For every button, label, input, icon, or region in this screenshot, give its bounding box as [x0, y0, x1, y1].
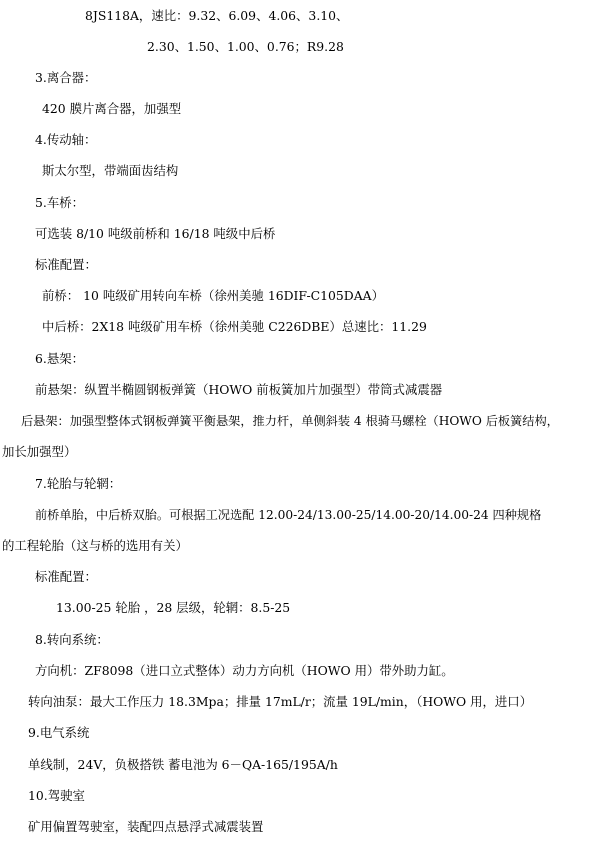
section-heading-clutch: 3.离合器： [35, 70, 97, 85]
tire-options-line-2: 的工程轮胎（这与桥的选用有关） [2, 538, 188, 553]
front-suspension-spec: 前悬架：纵置半椭圆钢板弹簧（HOWO 前板簧加片加强型）带筒式减震器 [35, 382, 443, 397]
gearbox-ratio-line-1: 8JS118A，速比：9.32、6.09、4.06、3.10、 [85, 8, 349, 23]
clutch-description: 420 膜片离合器，加强型 [42, 101, 182, 116]
cab-spec: 矿用偏置驾驶室，装配四点悬浮式减震装置 [28, 819, 264, 834]
section-heading-suspension: 6.悬架： [35, 351, 84, 366]
section-heading-driveshaft: 4.传动轴： [35, 132, 97, 147]
section-heading-cab: 10.驾驶室 [28, 788, 85, 803]
section-heading-axle: 5.车桥： [35, 195, 84, 210]
axle-options: 可选装 8/10 吨级前桥和 16/18 吨级中后桥 [35, 226, 276, 241]
front-axle-spec: 前桥： 10 吨级矿用转向车桥（徐州美驰 16DIF-C105DAA） [42, 288, 385, 303]
steering-pump-spec: 转向油泵：最大工作压力 18.3Mpa；排量 17mL/r；流量 19L/min，（HOWO 用，进口） [28, 694, 533, 709]
rear-suspension-spec-line-1: 后悬架：加强型整体式钢板弹簧平衡悬架，推力杆，单侧斜装 4 根骑马螺栓（HOWO 后板簧结构， [21, 414, 559, 428]
tire-options-line-1: 前桥单胎，中后桥双胎。可根据工况选配 12.00-24/13.00-25/14.00-20/14.00-24 四种规格 [35, 508, 542, 522]
electrical-spec: 单线制，24V，负极搭铁 蓄电池为 6－QA-165/195A/h [28, 757, 338, 772]
driveshaft-description: 斯太尔型，带端面齿结构 [42, 163, 179, 178]
steering-gear-spec: 方向机：ZF8098（进口立式整体）动力方向机（HOWO 用）带外助力缸。 [35, 663, 454, 678]
tire-standard-spec: 13.00-25 轮胎 ，28 层级，轮辋：8.5-25 [56, 600, 291, 615]
axle-standard-config-label: 标准配置： [35, 257, 97, 272]
rear-axle-spec: 中后桥：2X18 吨级矿用车桥（徐州美驰 C226DBE）总速比：11.29 [42, 319, 427, 334]
tire-standard-config-label: 标准配置： [35, 569, 97, 584]
section-heading-steering: 8.转向系统： [35, 632, 109, 647]
gearbox-ratio-line-2: 2.30、1.50、1.00、0.76；R9.28 [147, 39, 344, 54]
section-heading-electrical: 9.电气系统 [28, 725, 90, 740]
section-heading-tires: 7.轮胎与轮辋： [35, 476, 122, 491]
rear-suspension-spec-line-2: 加长加强型） [2, 444, 77, 459]
